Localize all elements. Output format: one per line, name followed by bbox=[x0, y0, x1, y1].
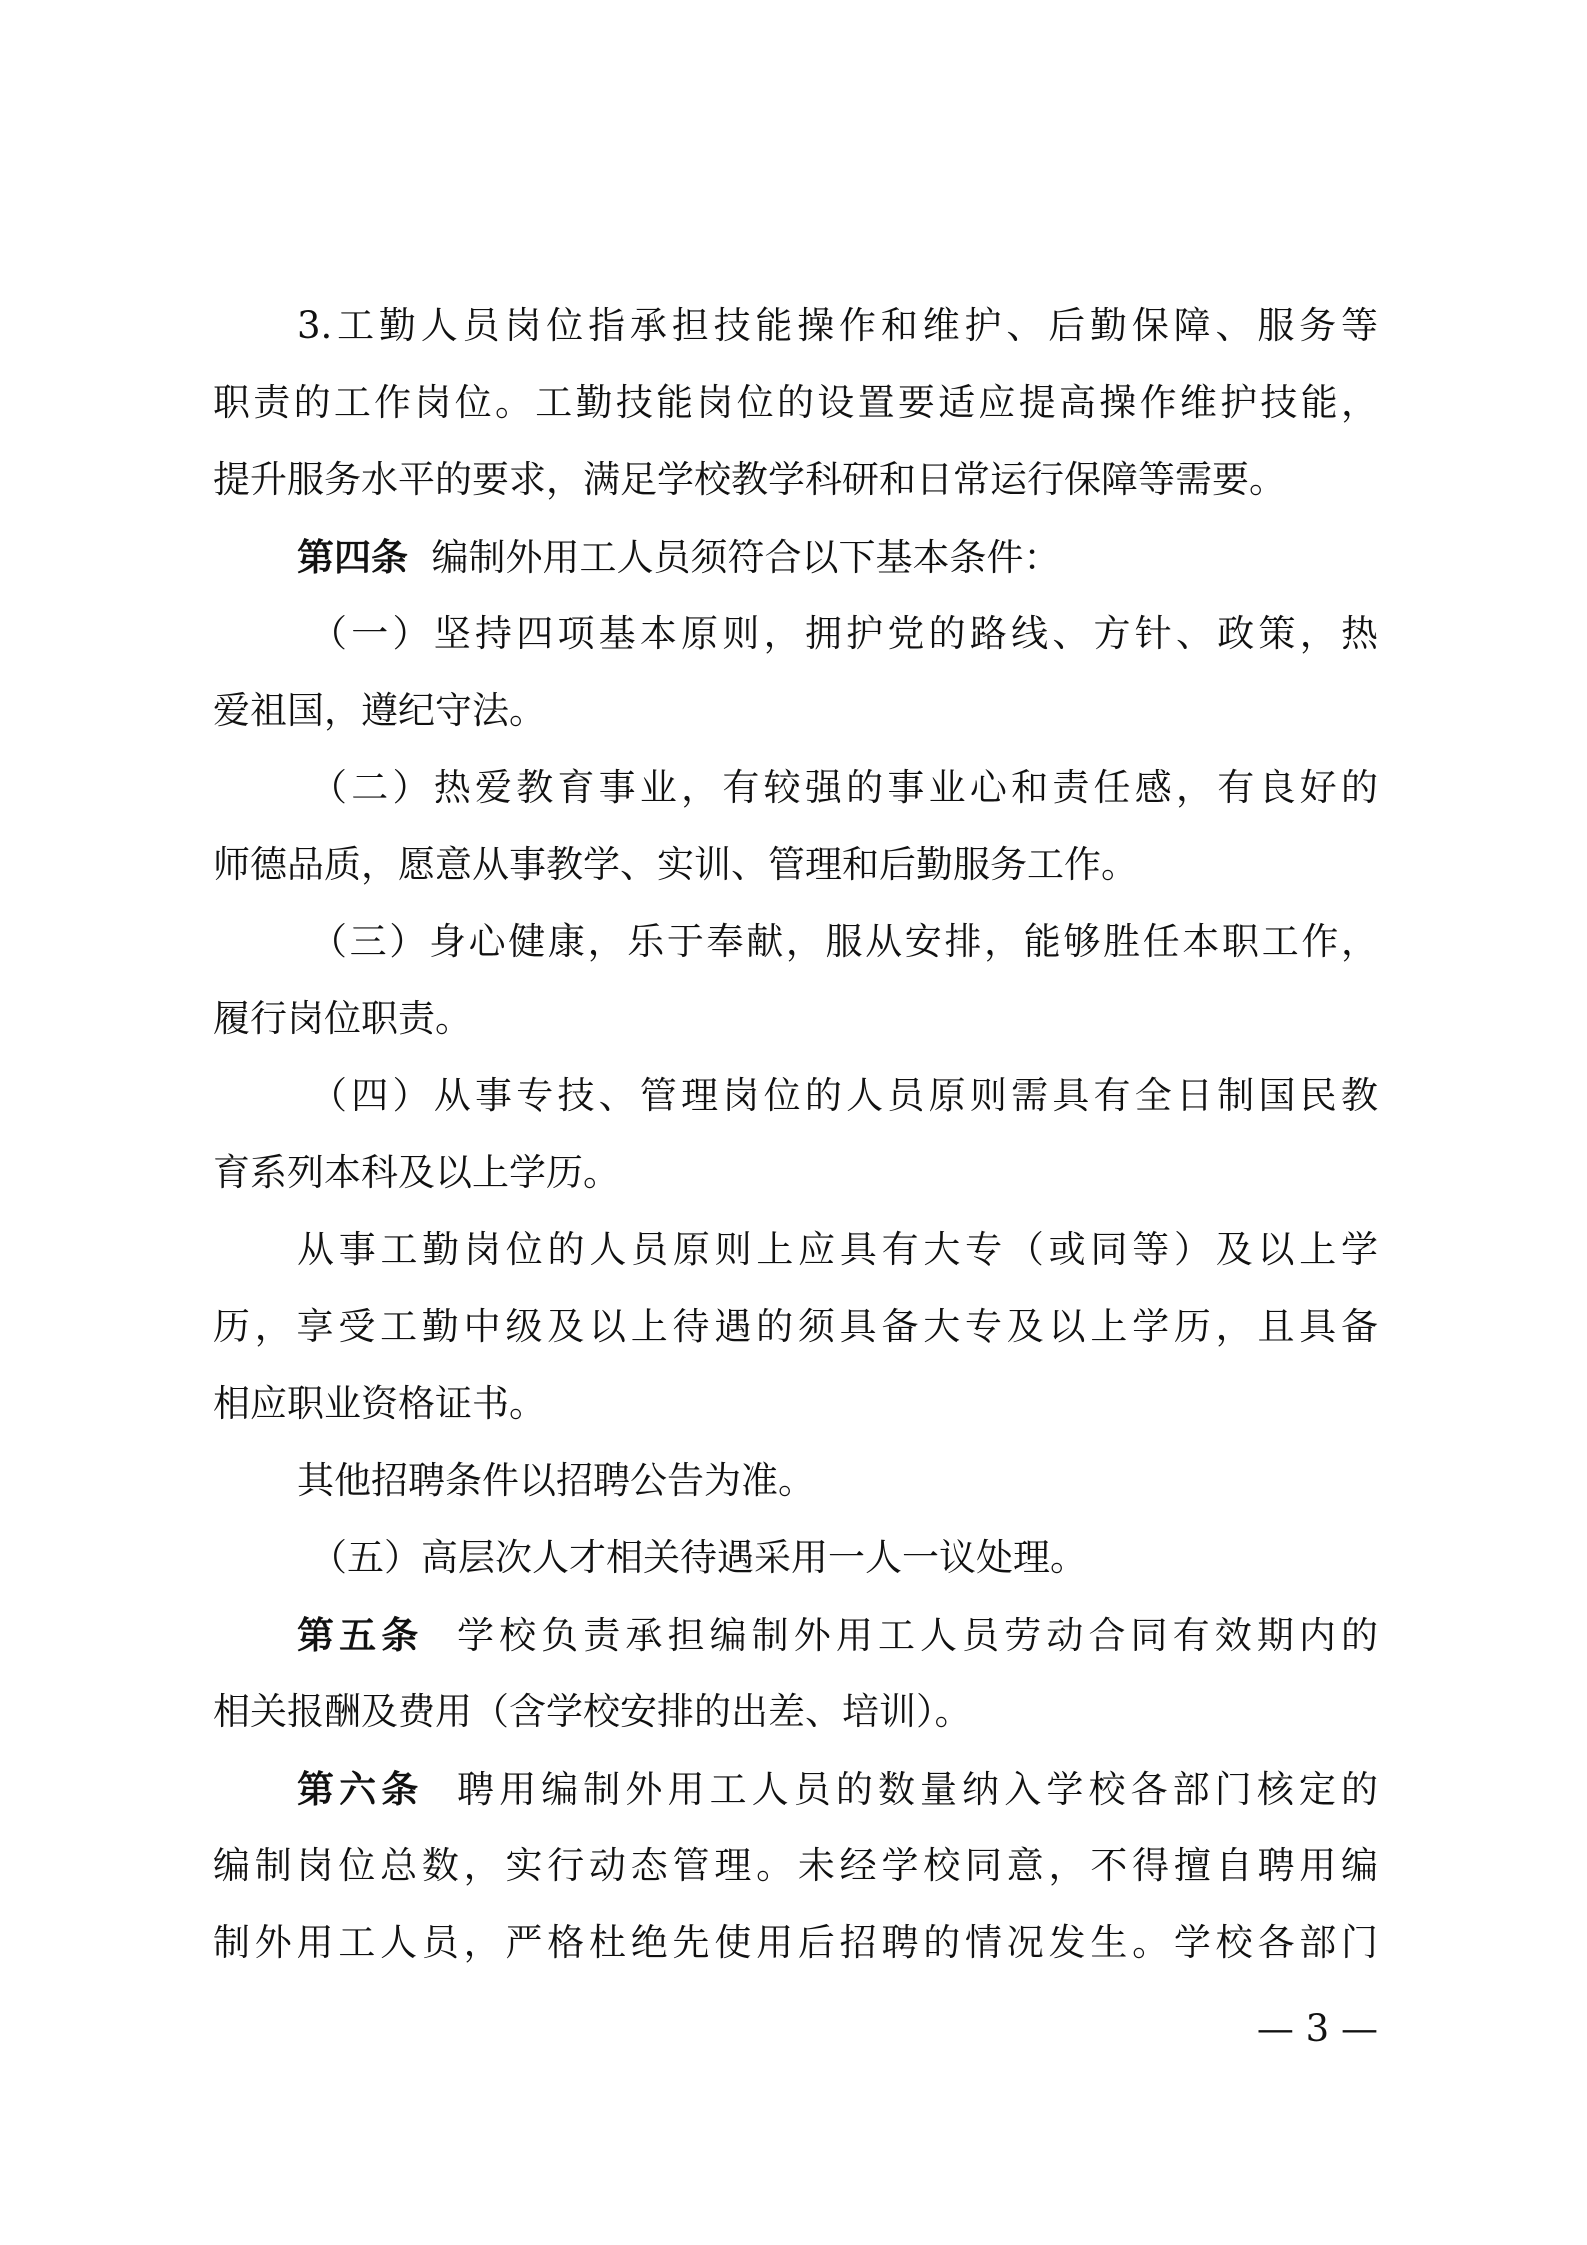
article-4-heading-line: 第四条 编制外用工人员须符合以下基本条件： bbox=[297, 535, 1061, 579]
article-5-heading-line: 第五条 学校负责承担编制外用工人员劳动合同有效期内的 bbox=[297, 1613, 1378, 1657]
text-line-11: （四）从事专技、管理岗位的人员原则需具有全日制国民教 bbox=[310, 1074, 1378, 1117]
text-line-22: 制外用工人员，严格杜绝先使用后招聘的情况发生。学校各部门 bbox=[213, 1921, 1378, 1964]
article-5-label: 第五条 bbox=[297, 1613, 424, 1657]
text-line-12: 育系列本科及以上学历。 bbox=[213, 1151, 620, 1194]
page-number: — 3 — bbox=[1256, 2007, 1378, 2050]
text-line-16: 其他招聘条件以招聘公告为准。 bbox=[297, 1459, 815, 1502]
article-6-label: 第六条 bbox=[297, 1767, 424, 1811]
text-line-3: 提升服务水平的要求，满足学校教学科研和日常运行保障等需要。 bbox=[213, 458, 1286, 501]
text-line-8: 师德品质，愿意从事教学、实训、管理和后勤服务工作。 bbox=[213, 843, 1138, 886]
text-line-5: （一）坚持四项基本原则，拥护党的路线、方针、政策，热 bbox=[310, 612, 1378, 655]
article-4-label: 第四条 bbox=[297, 535, 408, 579]
text-line-9: （三）身心健康，乐于奉献，服从安排，能够胜任本职工作， bbox=[310, 920, 1378, 963]
article-6-heading-line: 第六条 聘用编制外用工人员的数量纳入学校各部门核定的 bbox=[297, 1767, 1378, 1811]
text-line-10: 履行岗位职责。 bbox=[213, 997, 472, 1040]
text-line-13: 从事工勤岗位的人员原则上应具有大专（或同等）及以上学 bbox=[297, 1228, 1378, 1271]
text-line-7: （二）热爱教育事业，有较强的事业心和责任感，有良好的 bbox=[310, 766, 1378, 809]
text-line-2: 职责的工作岗位。工勤技能岗位的设置要适应提高操作维护技能， bbox=[213, 381, 1378, 424]
text-line-17: （五）高层次人才相关待遇采用一人一议处理。 bbox=[310, 1536, 1087, 1579]
text-line-6: 爱祖国，遵纪守法。 bbox=[213, 689, 546, 732]
text-line-1: 3.工勤人员岗位指承担技能操作和维护、后勤保障、服务等 bbox=[297, 304, 1378, 347]
text-line-15: 相应职业资格证书。 bbox=[213, 1382, 546, 1425]
text-line-14: 历，享受工勤中级及以上待遇的须具备大专及以上学历，且具备 bbox=[213, 1305, 1378, 1348]
text-line-19: 相关报酬及费用（含学校安排的出差、培训）。 bbox=[213, 1690, 972, 1733]
text-line-21: 编制岗位总数，实行动态管理。未经学校同意，不得擅自聘用编 bbox=[213, 1844, 1378, 1887]
